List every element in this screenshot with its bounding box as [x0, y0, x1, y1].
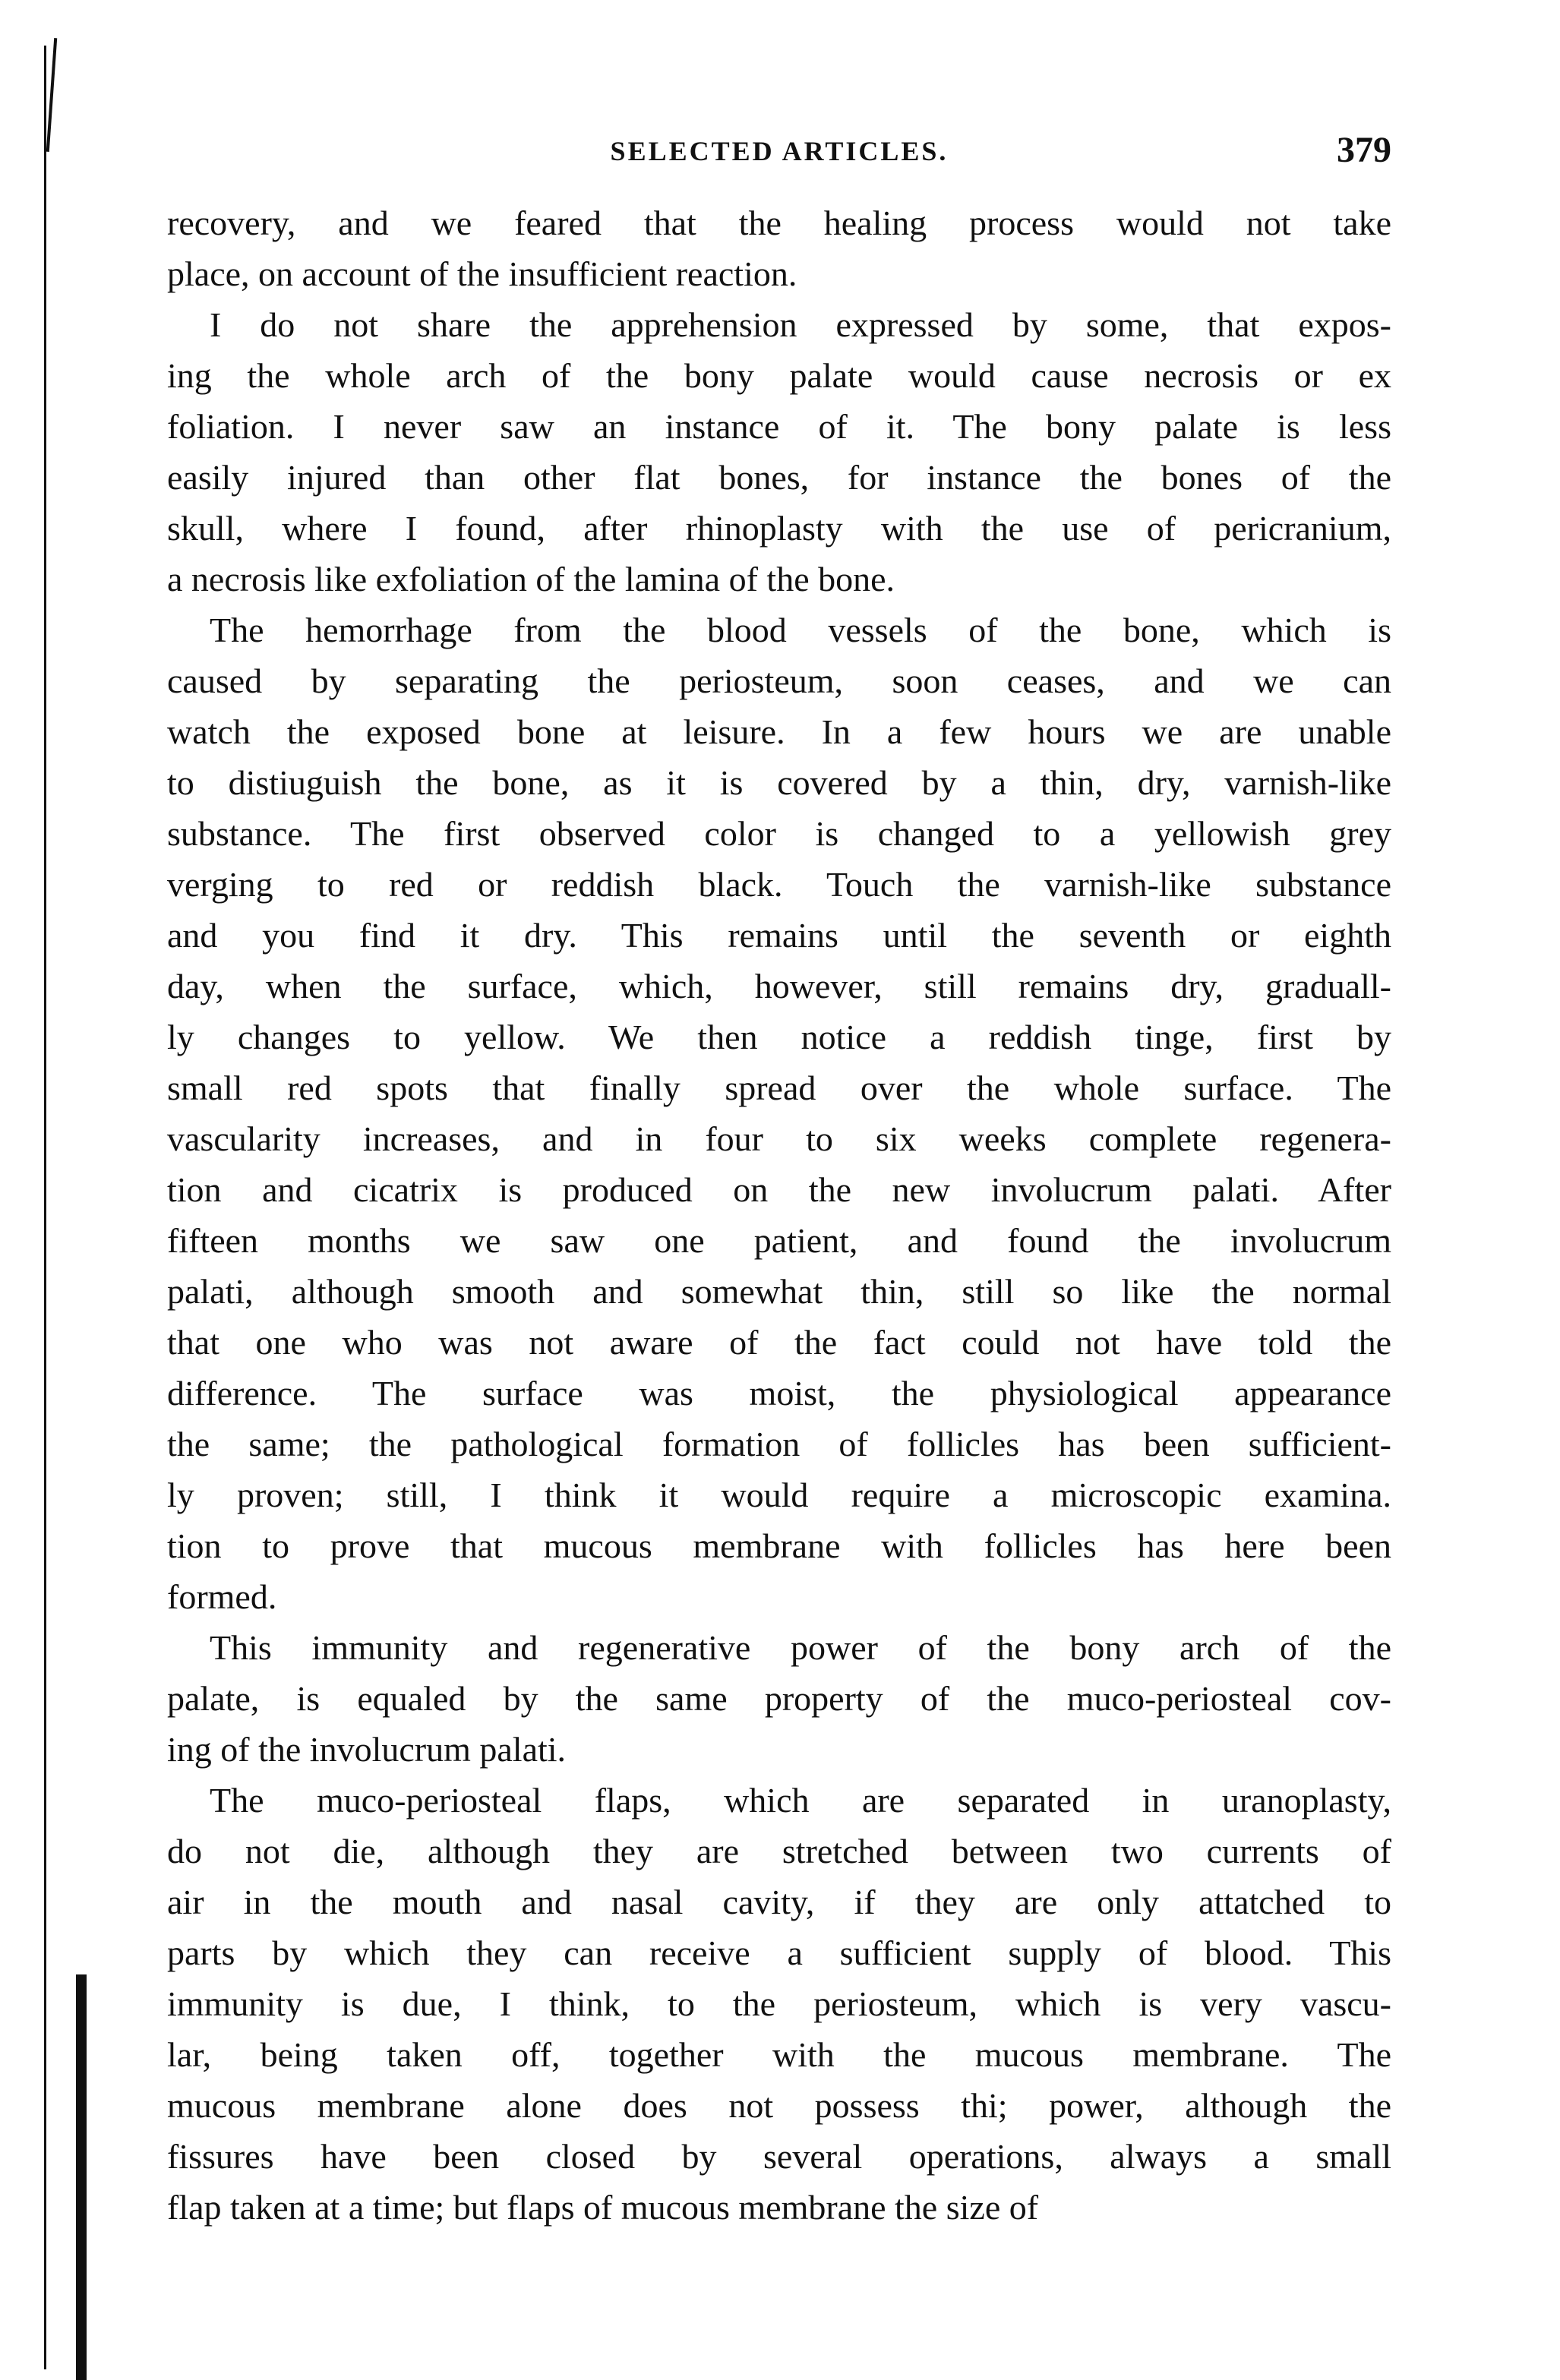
- text-line: palati, although smooth and somewhat thin, still so like the normal: [167, 1272, 1391, 1311]
- text-line: foliation. I never saw an instance of it. The bony palate is less: [167, 407, 1391, 446]
- page-number: 379: [1337, 130, 1391, 170]
- text-line: lar, being taken off, together with the mucous membrane. The: [167, 2035, 1391, 2074]
- text-line: ly changes to yellow. We then notice a reddish tinge, first by: [167, 1018, 1391, 1056]
- text-line: tion to prove that mucous membrane with follicles has here been: [167, 1526, 1391, 1565]
- text-line: recovery, and we feared that the healing process would not take: [167, 204, 1391, 242]
- text-line: watch the exposed bone at leisure. In a few hours we are unable: [167, 712, 1391, 751]
- text-line: ly proven; still, I think it would require a microscopic examina.: [167, 1476, 1391, 1514]
- binding-mark: [46, 38, 57, 152]
- text-line: and you find it dry. This remains until the seventh or eighth: [167, 916, 1391, 955]
- text-line: The muco-periosteal flaps, which are separated in uranoplasty,: [210, 1781, 1391, 1820]
- text-line: easily injured than other flat bones, for instance the bones of the: [167, 458, 1391, 497]
- paragraph: [167, 1622, 1391, 1775]
- text-line: substance. The first observed color is changed to a yellowish grey: [167, 814, 1391, 853]
- text-line: the same; the pathological formation of follicles has been sufficient-: [167, 1425, 1391, 1463]
- text-line: vascularity increases, and in four to six weeks complete regenera-: [167, 1119, 1391, 1158]
- text-line: day, when the surface, which, however, still remains dry, graduall-: [167, 967, 1391, 1005]
- text-line: I do not share the apprehension expressed by some, that expos-: [210, 305, 1391, 344]
- text-line: difference. The surface was moist, the physiological appearance: [167, 1374, 1391, 1413]
- binding-shadow: [76, 1974, 87, 2380]
- text-line: verging to red or reddish black. Touch the varnish-like substance: [167, 865, 1391, 904]
- text-line: The hemorrhage from the blood vessels of the bone, which is: [210, 611, 1391, 649]
- text-line: fifteen months we saw one patient, and found the involucrum: [167, 1221, 1391, 1260]
- paragraph: [167, 197, 1391, 299]
- text-line: place, on account of the insufficient reaction.: [167, 254, 797, 293]
- page-header: [167, 129, 1391, 182]
- text-line: that one who was not aware of the fact could not have told the: [167, 1323, 1391, 1362]
- paragraph: [167, 1775, 1391, 2233]
- text-line: flap taken at a time; but flaps of mucous membrane the size of: [167, 2188, 1039, 2227]
- text-line: do not die, although they are stretched between two currents of: [167, 1832, 1391, 1870]
- paragraph: [167, 299, 1391, 604]
- text-line: air in the mouth and nasal cavity, if they are only attatched to: [167, 1883, 1391, 1921]
- body-text: [167, 197, 1391, 2233]
- text-line: to distiuguish the bone, as it is covered by a thin, dry, varnish-like: [167, 763, 1391, 802]
- text-line: skull, where I found, after rhinoplasty with the use of pericranium,: [167, 509, 1391, 548]
- text-line: palate, is equaled by the same property of the muco-periosteal cov-: [167, 1679, 1391, 1718]
- text-line: ing of the involucrum palati.: [167, 1730, 567, 1769]
- text-line: This immunity and regenerative power of the bony arch of the: [210, 1628, 1391, 1667]
- binding-edge: [44, 46, 46, 2369]
- text-line: tion and cicatrix is produced on the new involucrum palati. After: [167, 1170, 1391, 1209]
- text-line: parts by which they can receive a sufficient supply of blood. This: [167, 1933, 1391, 1972]
- running-head: SELECTED ARTICLES.: [610, 136, 949, 166]
- text-line: ing the whole arch of the bony palate would cause necrosis or ex: [167, 356, 1391, 395]
- text-line: small red spots that finally spread over the whole surface. The: [167, 1068, 1391, 1107]
- text-line: fissures have been closed by several operations, always a small: [167, 2137, 1391, 2176]
- paragraph: [167, 604, 1391, 1622]
- text-line: a necrosis like exfoliation of the lamina of the bone.: [167, 560, 895, 598]
- text-line: caused by separating the periosteum, soon ceases, and we can: [167, 661, 1391, 700]
- text-line: mucous membrane alone does not possess thi; power, although the: [167, 2086, 1391, 2125]
- text-line: formed.: [167, 1577, 277, 1616]
- text-line: immunity is due, I think, to the periosteum, which is very vascu-: [167, 1984, 1391, 2023]
